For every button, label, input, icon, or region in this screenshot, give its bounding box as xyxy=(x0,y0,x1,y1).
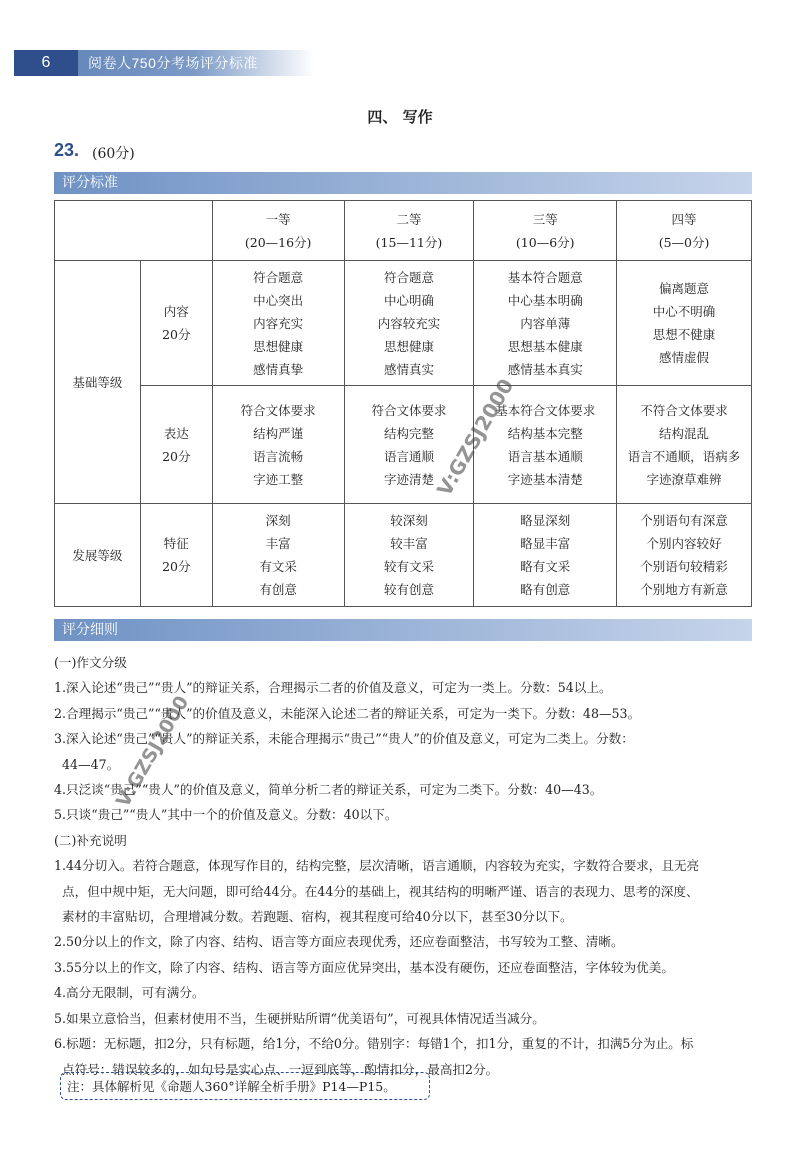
features-grade-3: 略显深刻 略显丰富 略有文采 略有创意 xyxy=(474,504,617,607)
features-row xyxy=(55,504,752,607)
details-band xyxy=(54,619,752,641)
rule-item: 6.标题：无标题，扣2分，只有标题，给1分，不给0分。错别字：每错1个，扣1分，重复的不计，扣满5分为止。标 xyxy=(54,1036,694,1052)
rule-item: 1.44分切入。若符合题意，体现写作目的，结构完整，层次清晰，语言通顺，内容较为充实，字数符合要求，且无亮 xyxy=(54,858,700,874)
rule-item-cont: 点，但中规中矩，无大问题，即可给44分。在44分的基础上，视其结构的明晰严谨、语言的表现力、思考的深度、 xyxy=(62,883,699,899)
section-title: 四、 写作 xyxy=(367,108,433,126)
watermark-1: V:GZSJ2000 xyxy=(432,374,519,500)
features-grade-4: 个别语句有深意 个别内容较好 个别语句较精彩 个别地方有新意 xyxy=(617,504,752,607)
features-label: 特征 20分 xyxy=(140,504,212,607)
grade-4-header: 四等 (5—0分) xyxy=(617,201,752,261)
grade-1-header: 一等 (20—16分) xyxy=(212,201,344,261)
header-title: 阅卷人750分考场评分标准 xyxy=(88,55,258,71)
content-grade-2: 符合题意 中心明确 内容较充实 思想健康 感情真实 xyxy=(344,261,474,386)
rule-item: 4.只泛谈“贵己”“贵人”的价值及意义，简单分析二者的辩证关系，可定为二类下。分数：40—43。 xyxy=(54,782,603,798)
empty-corner-cell xyxy=(55,201,213,261)
content-grade-1: 符合题意 中心突出 内容充实 思想健康 感情真挚 xyxy=(212,261,344,386)
rule-item: 3.深入论述“贵己”“贵人”的辩证关系，未能合理揭示“贵己”“贵人”的价值及意义，可定为二类上。分数： xyxy=(54,731,634,747)
rule-item-cont: 点符号：错误较多的，如句号是实心点、一逗到底等，酌情扣分，最高扣2分。 xyxy=(62,1061,499,1077)
criteria-band xyxy=(54,172,752,194)
expression-label: 表达 20分 xyxy=(140,386,212,504)
page-header xyxy=(14,50,314,76)
rule-item: 5.如果立意恰当，但素材使用不当，生硬拼贴所谓“优美语句”，可视具体情况适当减分。 xyxy=(54,1010,545,1026)
features-grade-1: 深刻 丰富 有文采 有创意 xyxy=(212,504,344,607)
content-grade-4: 偏离题意 中心不明确 思想不健康 感情虚假 xyxy=(617,261,752,386)
expression-grade-3: 基本符合文体要求 结构基本完整 语言基本通顺 字迹基本清楚 xyxy=(474,386,617,504)
grade-2-header: 二等 (15—11分) xyxy=(344,201,474,261)
basic-level-label: 基础等级 xyxy=(55,261,141,504)
question-points: (60分) xyxy=(92,146,135,162)
reference-note: 注：具体解析见《命题人360°详解全析手册》P14—P15。 xyxy=(60,1072,430,1100)
rule-item-cont: 44—47。 xyxy=(62,756,120,772)
content-label: 内容 20分 xyxy=(140,261,212,386)
content-row xyxy=(55,261,752,386)
rule-item: 1.深入论述“贵己”“贵人”的辩证关系，合理揭示二者的价值及意义，可定为一类上。分数：54以上。 xyxy=(54,680,612,696)
expression-grade-1: 符合文体要求 结构严谨 语言流畅 字迹工整 xyxy=(212,386,344,504)
grade-3-header: 三等 (10—6分) xyxy=(474,201,617,261)
part1-title: (一)作文分级 xyxy=(54,655,127,670)
rule-item-cont: 素材的丰富贴切，合理增减分数。若跑题、宿构，视其程度可给40分以下，甚至30分以下。 xyxy=(62,909,573,925)
rule-item: 2.50分以上的作文，除了内容、结构、语言等方面应表现优秀，还应卷面整洁，书写较为工整、清晰。 xyxy=(54,934,624,950)
scoring-details xyxy=(54,650,754,1082)
watermark-2: V:GZSJ2000 xyxy=(112,692,194,811)
expression-row xyxy=(55,386,752,504)
rule-item: 5.只谈“贵己”“贵人”其中一个的价值及意义。分数：40以下。 xyxy=(54,807,398,823)
expression-grade-2: 符合文体要求 结构完整 语言通顺 字迹清楚 xyxy=(344,386,474,504)
rule-item: 4.高分无限制，可有满分。 xyxy=(54,985,205,1001)
features-grade-2: 较深刻 较丰富 较有文采 较有创意 xyxy=(344,504,474,607)
expression-grade-4: 不符合文体要求 结构混乱 语言不通顺，语病多 字迹潦草难辨 xyxy=(617,386,752,504)
criteria-band-label: 评分标准 xyxy=(62,175,118,191)
part2-title: (二)补充说明 xyxy=(54,832,127,848)
rule-item: 3.55分以上的作文，除了内容、结构、语言等方面应优异突出，基本没有硬伤，还应卷面整洁，字体较为优美。 xyxy=(54,959,674,975)
table-header-row xyxy=(55,201,752,261)
content-grade-3: 基本符合题意 中心基本明确 内容单薄 思想基本健康 感情基本真实 xyxy=(474,261,617,386)
dev-level-label: 发展等级 xyxy=(55,504,141,607)
page-number: 6 xyxy=(14,50,78,76)
rule-item: 2.合理揭示“贵己”“贵人”的价值及意义，未能深入论述二者的辩证关系，可定为一类下。分数：48—53。 xyxy=(54,705,641,721)
details-band-label: 评分细则 xyxy=(62,622,118,638)
scoring-table xyxy=(54,200,752,607)
question-number: 23. xyxy=(54,140,80,160)
